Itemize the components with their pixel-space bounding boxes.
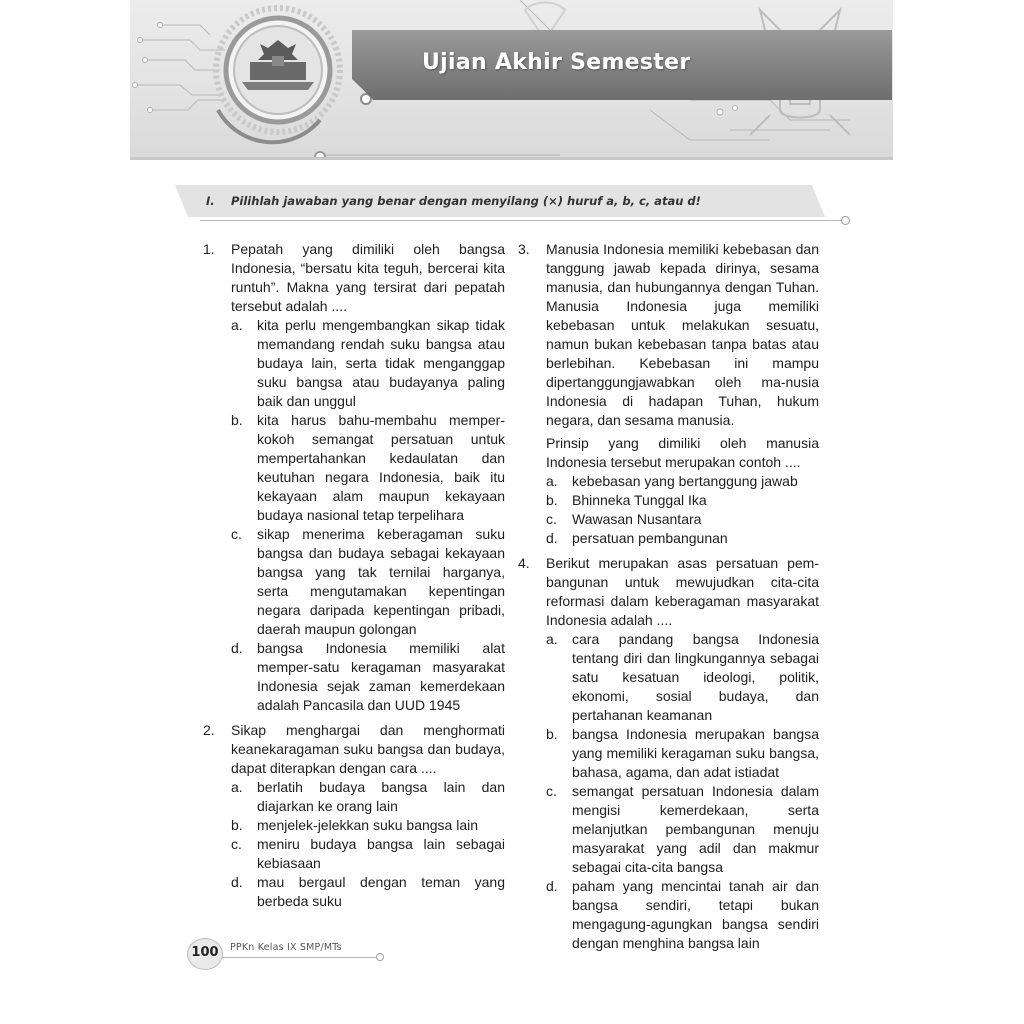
option-text: kebebasan yang bertanggung jawab [572,473,798,489]
option-text: sikap menerima keberagaman suku bangsa dan budaya sebagai kekayaan bangsa yang tak ternilai harganya, serta mengutamakan kepentingan negara daripada kepentingan pribadi, daerah maupun golongan [257,526,505,637]
option-d[interactable] [546,529,819,548]
option-letter: d. [546,878,558,894]
option-text: meniru budaya bangsa lain sebagai kebiasaan [257,836,505,871]
option-d[interactable] [231,639,505,715]
option-text: bangsa Indonesia memiliki alat memper-satu keragaman masyarakat Indonesia sejak zaman kemerdekaan adalah Pancasila dan UUD 1945 [257,640,505,713]
option-text: kita perlu mengembangkan sikap tidak memandang rendah suku bangsa atau budaya lain, serta tidak menganggap suku bangsa atau budayanya paling baik dan unggul [257,317,505,409]
option-a[interactable] [546,630,819,725]
option-text: persatuan pembangunan [572,530,728,546]
section-divider-dot [841,216,850,225]
question-number: 2. [203,722,215,738]
option-b[interactable] [546,725,819,782]
option-text: cara pandang bangsa Indonesia tentang diri dan lingkungannya sebagai satu kesatuan ideologi, politik, ekonomi, sosial budaya, dan pertahanan keamanan [572,631,819,723]
option-text: Bhinneka Tunggal Ika [572,492,707,508]
option-letter: b. [231,817,243,833]
option-letter: a. [546,473,558,489]
left-column [203,240,505,917]
question-4 [518,554,819,953]
header-banner [130,0,893,160]
option-text: berlatih budaya bangsa lain dan diajarkan ke orang lain [257,779,505,814]
option-c[interactable] [231,835,505,873]
option-text: menjelek-jelekkan suku bangsa lain [257,817,479,833]
option-letter: a. [546,631,558,647]
option-letter: a. [231,317,243,333]
page-title: Ujian Akhir Semester [422,50,691,75]
section-number: I. [206,194,215,208]
option-text: bangsa Indonesia merupakan bangsa yang memiliki keragaman suku bangsa, bahasa, agama, dan adat istiadat [572,726,819,780]
option-c[interactable] [546,782,819,877]
option-letter: d. [231,640,243,656]
section-divider [200,220,842,221]
banner-divider [130,157,893,160]
question-number: 1. [203,241,215,257]
footer-divider-dot [376,953,384,961]
question-1 [203,240,505,715]
question-prompt: Prinsip yang dimiliki oleh manusia Indonesia tersebut merupakan contoh .... [546,435,819,470]
option-c[interactable] [231,525,505,639]
option-letter: b. [546,492,558,508]
option-text: semangat persatuan Indonesia dalam mengisi kemerdekaan, serta melanjutkan pembangunan menuju masyarakat yang adil dan makmur sebagai cita-cita bangsa [572,783,819,875]
option-b[interactable] [546,491,819,510]
option-text: mau bergaul dengan teman yang berbeda suku [257,874,505,909]
option-letter: d. [546,530,558,546]
option-b[interactable] [231,816,505,835]
option-letter: d. [231,874,243,890]
option-letter: c. [546,511,557,527]
option-a[interactable] [231,778,505,816]
book-title: PPKn Kelas IX SMP/MTs [230,942,342,953]
option-d[interactable] [546,877,819,953]
question-2 [203,721,505,911]
option-text: paham yang mencintai tanah air dan bangsa sendiri, tetapi bukan mengagung-agungkan bangsa sendiri dengan menghina bangsa lain [572,878,819,951]
option-letter: b. [231,412,243,428]
option-a[interactable] [546,472,819,491]
right-column [518,240,819,959]
option-a[interactable] [231,316,505,411]
option-b[interactable] [231,411,505,525]
question-text: Berikut merupakan asas persatuan pem-bangunan untuk mewujudkan cita-cita reformasi dalam keberagaman masyarakat Indonesia adalah .... [546,555,819,628]
section-instruction: Pilihlah jawaban yang benar dengan menyilang (×) huruf a, b, c, atau d! [231,194,701,208]
question-number: 4. [518,555,530,571]
question-text: Pepatah yang dimiliki oleh bangsa Indonesia, “bersatu kita teguh, bercerai kita runtuh”. Makna yang tersirat dari pepatah tersebut adalah .... [231,241,505,314]
question-text: Manusia Indonesia memiliki kebebasan dan tanggung jawab kepada dirinya, sesama manusia, dan hubungannya dengan Tuhan. Manusia Indonesia juga memiliki kebebasan untuk melakukan sesuatu, namun bukan kebebasan tanpa batas atau berlebihan. Kebebasan ini mampu dipertanggungjawabkan oleh ma-nusia Indonesia di hadapan Tuhan, hukum negara, dan sesama manusia. [546,241,819,428]
option-d[interactable] [231,873,505,911]
page-number: 100 [191,945,219,960]
option-letter: b. [546,726,558,742]
option-letter: c. [231,836,242,852]
option-letter: a. [231,779,243,795]
option-c[interactable] [546,510,819,529]
option-text: Wawasan Nusantara [572,511,702,527]
question-3 [518,240,819,548]
question-text: Sikap menghargai dan menghormati keanekaragaman suku bangsa dan budaya, dapat diterapkan dengan cara .... [231,722,505,776]
question-number: 3. [518,241,530,257]
option-text: kita harus bahu-membahu memper-kokoh semangat persatuan untuk mempertahankan kedaulatan dan keutuhan negara Indonesia, baik itu kekayaan alam maupun kekayaan budaya nasional tetap terpelihara [257,412,505,523]
option-letter: c. [546,783,557,799]
footer-divider [222,957,377,958]
option-letter: c. [231,526,242,542]
